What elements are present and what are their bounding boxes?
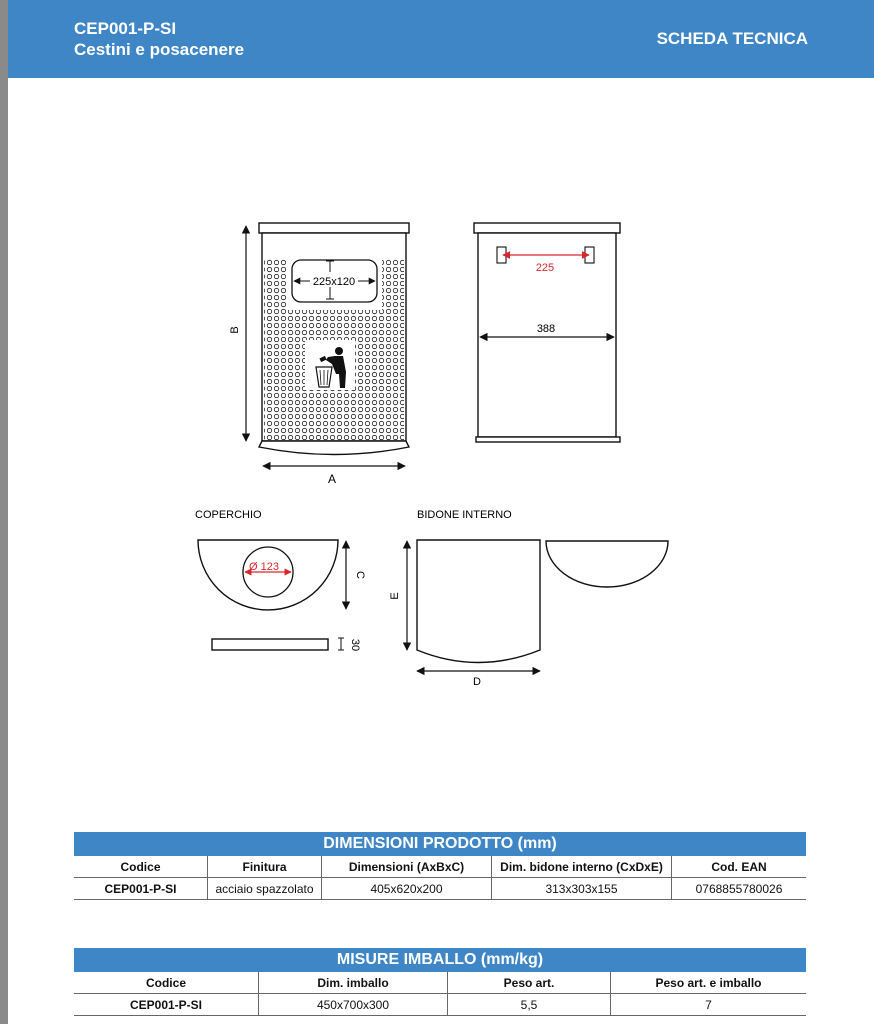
inner-bin-height-label: E: [389, 592, 401, 600]
dim-header-dimensions: Dimensioni (AxBxC): [322, 856, 492, 878]
pack-cell-size: 450x700x300: [259, 994, 448, 1016]
lid-side-view: [212, 639, 328, 650]
dim-header-code: Codice: [74, 856, 208, 878]
pack-cell-weight: 5,5: [448, 994, 611, 1016]
dimensions-table: [74, 832, 806, 900]
dim-a-label: A: [327, 472, 337, 486]
side-width-label: 388: [536, 323, 556, 335]
pack-header-size: Dim. imballo: [259, 972, 448, 994]
inner-bin-top-view: [546, 541, 668, 587]
side-lid-rim: [474, 223, 620, 233]
slot-size-label: 225x120: [312, 276, 356, 288]
pack-header-code: Codice: [74, 972, 259, 994]
lid-thickness-label: 30: [349, 638, 361, 652]
packaging-table-title: MISURE IMBALLO (mm/kg): [74, 948, 806, 972]
product-category: Cestini e posacenere: [74, 40, 245, 59]
pack-header-weight: Peso art.: [448, 972, 611, 994]
lid-views: [195, 509, 366, 651]
dim-cell-code: CEP001-P-SI: [74, 878, 208, 900]
lid-hole-label: Ø 123: [249, 561, 279, 573]
pack-cell-code: CEP001-P-SI: [74, 994, 259, 1016]
lid-depth-label: C: [354, 571, 366, 579]
dim-cell-inner-bin: 313x303x155: [492, 878, 672, 900]
dim-b-label: B: [229, 326, 241, 334]
document-type: SCHEDA TECNICA: [656, 29, 808, 48]
pack-cell-total-weight: 7: [611, 994, 807, 1016]
product-code: CEP001-P-SI: [74, 19, 177, 38]
inner-bin-width-label: D: [473, 676, 481, 688]
dim-header-ean: Cod. EAN: [672, 856, 807, 878]
lid-title: COPERCHIO: [195, 509, 262, 521]
dim-header-finish: Finitura: [208, 856, 322, 878]
front-base: [259, 441, 409, 455]
side-base: [476, 437, 620, 442]
front-lid-rim: [259, 223, 409, 233]
inner-bin-front: [417, 540, 540, 663]
dimensions-table-title: DIMENSIONI PRODOTTO (mm): [74, 832, 806, 856]
packaging-table: [74, 948, 806, 1016]
dim-cell-dimensions: 405x620x200: [322, 878, 492, 900]
front-view: [229, 223, 409, 486]
pack-header-total-weight: Peso art. e imballo: [611, 972, 807, 994]
dim-header-inner-bin: Dim. bidone interno (CxDxE): [492, 856, 672, 878]
dim-cell-ean: 0768855780026: [672, 878, 807, 900]
hanger-span-label: 225: [535, 262, 555, 274]
inner-bin-title: BIDONE INTERNO: [417, 509, 512, 521]
dim-cell-finish: acciaio spazzolato: [208, 878, 322, 900]
inner-bin-views: [389, 509, 668, 688]
side-view: [474, 223, 620, 442]
